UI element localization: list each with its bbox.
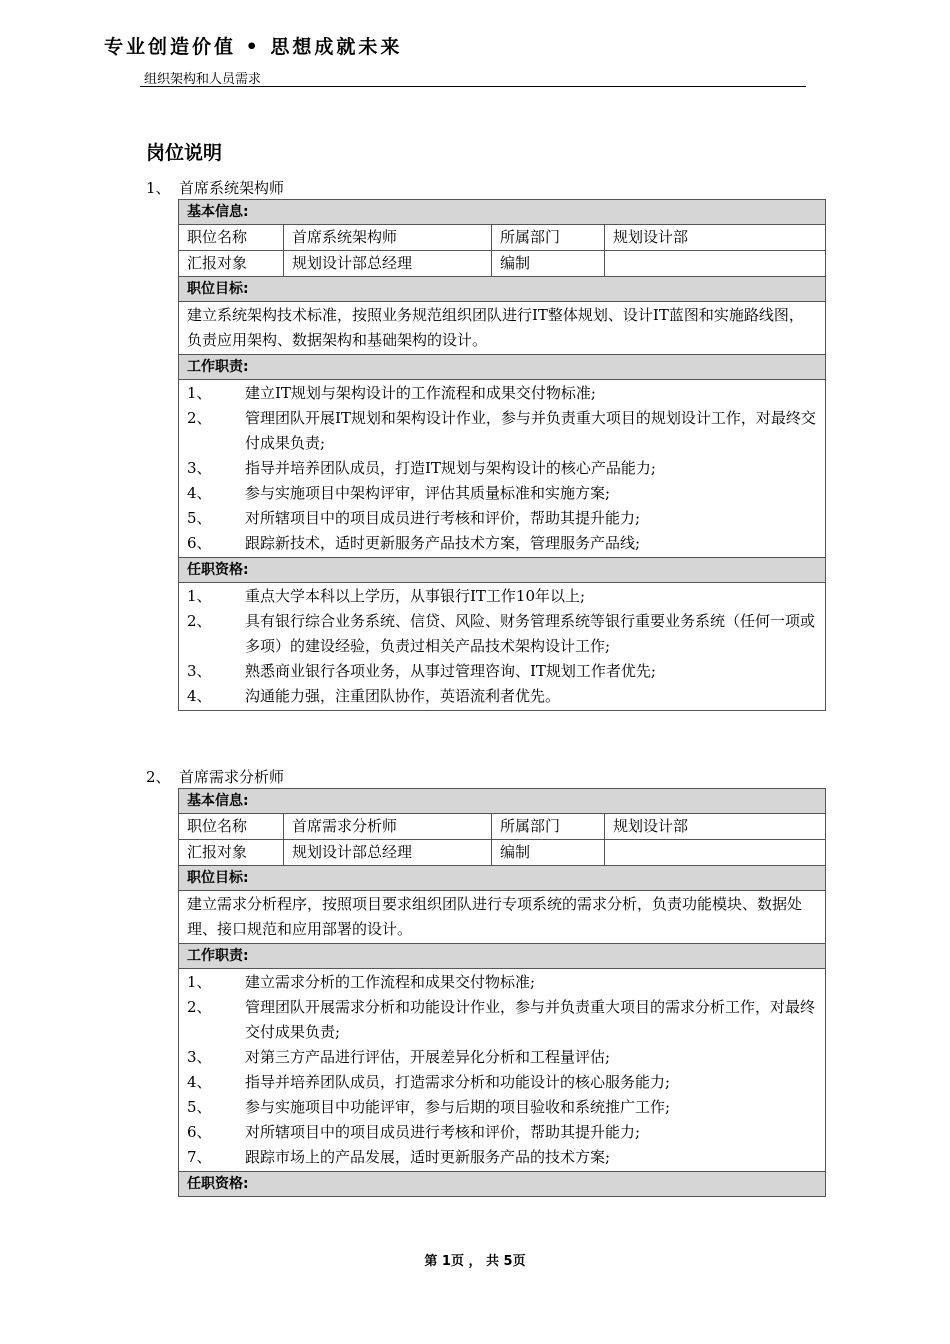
item-number: 7、 <box>187 1148 212 1166</box>
field-value: 首席系统架构师 <box>284 225 492 251</box>
field-label: 编制 <box>492 251 605 277</box>
item-number: 4、 <box>187 1073 212 1091</box>
item-text: 指导并培养团队成员，打造需求分析和功能设计的核心服务能力; <box>245 1073 671 1091</box>
item-text: 对第三方产品进行评估，开展差异化分析和工程量评估; <box>245 1048 611 1066</box>
document-subtitle: 组织架构和人员需求 <box>144 72 262 87</box>
item-number: 2、 <box>187 998 212 1016</box>
position-title: 首席系统架构师 <box>179 179 285 197</box>
field-label: 所属部门 <box>492 814 605 840</box>
item-text: 参与实施项目中架构评审，评估其质量标准和实施方案; <box>245 484 611 502</box>
job-description-table <box>178 199 826 711</box>
list-item <box>187 684 817 709</box>
qualifications-list <box>187 583 817 710</box>
field-value: 首席需求分析师 <box>284 814 492 840</box>
list-item <box>187 1070 817 1095</box>
item-number: 2、 <box>187 409 212 427</box>
item-text: 对所辖项目中的项目成员进行考核和评价，帮助其提升能力; <box>245 1123 641 1141</box>
goal-header: 职位目标: <box>179 277 826 302</box>
duties-header: 工作职责: <box>179 355 826 380</box>
goal-header: 职位目标: <box>179 866 826 891</box>
item-number: 1、 <box>187 587 212 605</box>
position-number: 2、 <box>146 768 171 786</box>
item-number: 3、 <box>187 1048 212 1066</box>
page-number: 第 1页 ， 共 5页 <box>424 1254 526 1269</box>
item-text: 指导并培养团队成员，打造IT规划与架构设计的核心产品能力; <box>245 459 656 477</box>
field-label: 职位名称 <box>179 814 284 840</box>
item-text: 跟踪新技术，适时更新服务产品技术方案，管理服务产品线; <box>245 534 641 552</box>
list-item <box>187 531 817 556</box>
item-text: 建立IT规划与架构设计的工作流程和成果交付物标准; <box>245 384 596 402</box>
item-number: 3、 <box>187 662 212 680</box>
item-number: 5、 <box>187 509 212 527</box>
item-number: 4、 <box>187 687 212 705</box>
item-text: 对所辖项目中的项目成员进行考核和评价，帮助其提升能力; <box>245 509 641 527</box>
item-text: 建立需求分析的工作流程和成果交付物标准; <box>245 973 536 991</box>
job-description-table <box>178 788 826 1197</box>
item-text: 管理团队开展需求分析和功能设计作业，参与并负责重大项目的需求分析工作，对最终交付成果负责; <box>245 998 816 1041</box>
field-label: 编制 <box>492 840 605 866</box>
field-label: 所属部门 <box>492 225 605 251</box>
field-value: 规划设计部总经理 <box>284 251 492 277</box>
header-divider <box>140 86 806 87</box>
qualifications-header: 任职资格: <box>179 558 826 583</box>
duties-header: 工作职责: <box>179 944 826 969</box>
item-number: 6、 <box>187 1123 212 1141</box>
qualifications-header: 任职资格: <box>179 1172 826 1197</box>
position-heading <box>146 177 284 198</box>
item-text: 具有银行综合业务系统、信贷、风险、财务管理系统等银行重要业务系统（任何一项或多项）的建设经验，负责过相关产品技术架构设计工作; <box>245 612 816 655</box>
goal-text: 建立需求分析程序，按照项目要求组织团队进行专项系统的需求分析，负责功能模块、数据处理、接口规范和应用部署的设计。 <box>179 891 826 944</box>
duties-list <box>187 380 817 557</box>
field-value: 规划设计部 <box>605 225 826 251</box>
list-item <box>187 1095 817 1120</box>
field-value: 规划设计部 <box>605 814 826 840</box>
item-number: 4、 <box>187 484 212 502</box>
list-item <box>187 456 817 481</box>
item-text: 管理团队开展IT规划和架构设计作业，参与并负责重大项目的规划设计工作，对最终交付成果负责; <box>245 409 816 452</box>
position-title: 首席需求分析师 <box>179 768 285 786</box>
list-item <box>187 584 817 609</box>
goal-text: 建立系统架构技术标准，按照业务规范组织团队进行IT整体规划、设计IT蓝图和实施路线图，负责应用架构、数据架构和基础架构的设计。 <box>179 302 826 355</box>
list-item <box>187 1045 817 1070</box>
item-number: 6、 <box>187 534 212 552</box>
section-title: 岗位说明 <box>146 142 223 164</box>
list-item <box>187 481 817 506</box>
list-item <box>187 609 817 659</box>
header-slogan: 专业创造价值 • 思想成就未来 <box>104 36 403 58</box>
field-value <box>605 251 826 277</box>
item-number: 2、 <box>187 612 212 630</box>
list-item <box>187 381 817 406</box>
item-number: 3、 <box>187 459 212 477</box>
basic-info-header: 基本信息: <box>179 789 826 814</box>
item-text: 重点大学本科以上学历，从事银行IT工作10年以上; <box>245 587 586 605</box>
field-value: 规划设计部总经理 <box>284 840 492 866</box>
item-text: 沟通能力强，注重团队协作，英语流利者优先。 <box>245 687 561 705</box>
duties-list <box>187 969 817 1171</box>
field-label: 职位名称 <box>179 225 284 251</box>
field-value <box>605 840 826 866</box>
list-item <box>187 1120 817 1145</box>
item-number: 1、 <box>187 973 212 991</box>
position-heading <box>146 766 284 787</box>
item-text: 熟悉商业银行各项业务，从事过管理咨询、IT规划工作者优先; <box>245 662 656 680</box>
list-item <box>187 1145 817 1170</box>
list-item <box>187 970 817 995</box>
field-label: 汇报对象 <box>179 251 284 277</box>
list-item <box>187 995 817 1045</box>
item-text: 参与实施项目中功能评审，参与后期的项目验收和系统推广工作; <box>245 1098 671 1116</box>
basic-info-header: 基本信息: <box>179 200 826 225</box>
list-item <box>187 659 817 684</box>
item-number: 5、 <box>187 1098 212 1116</box>
list-item <box>187 406 817 456</box>
position-number: 1、 <box>146 179 171 197</box>
list-item <box>187 506 817 531</box>
item-number: 1、 <box>187 384 212 402</box>
item-text: 跟踪市场上的产品发展，适时更新服务产品的技术方案; <box>245 1148 611 1166</box>
field-label: 汇报对象 <box>179 840 284 866</box>
